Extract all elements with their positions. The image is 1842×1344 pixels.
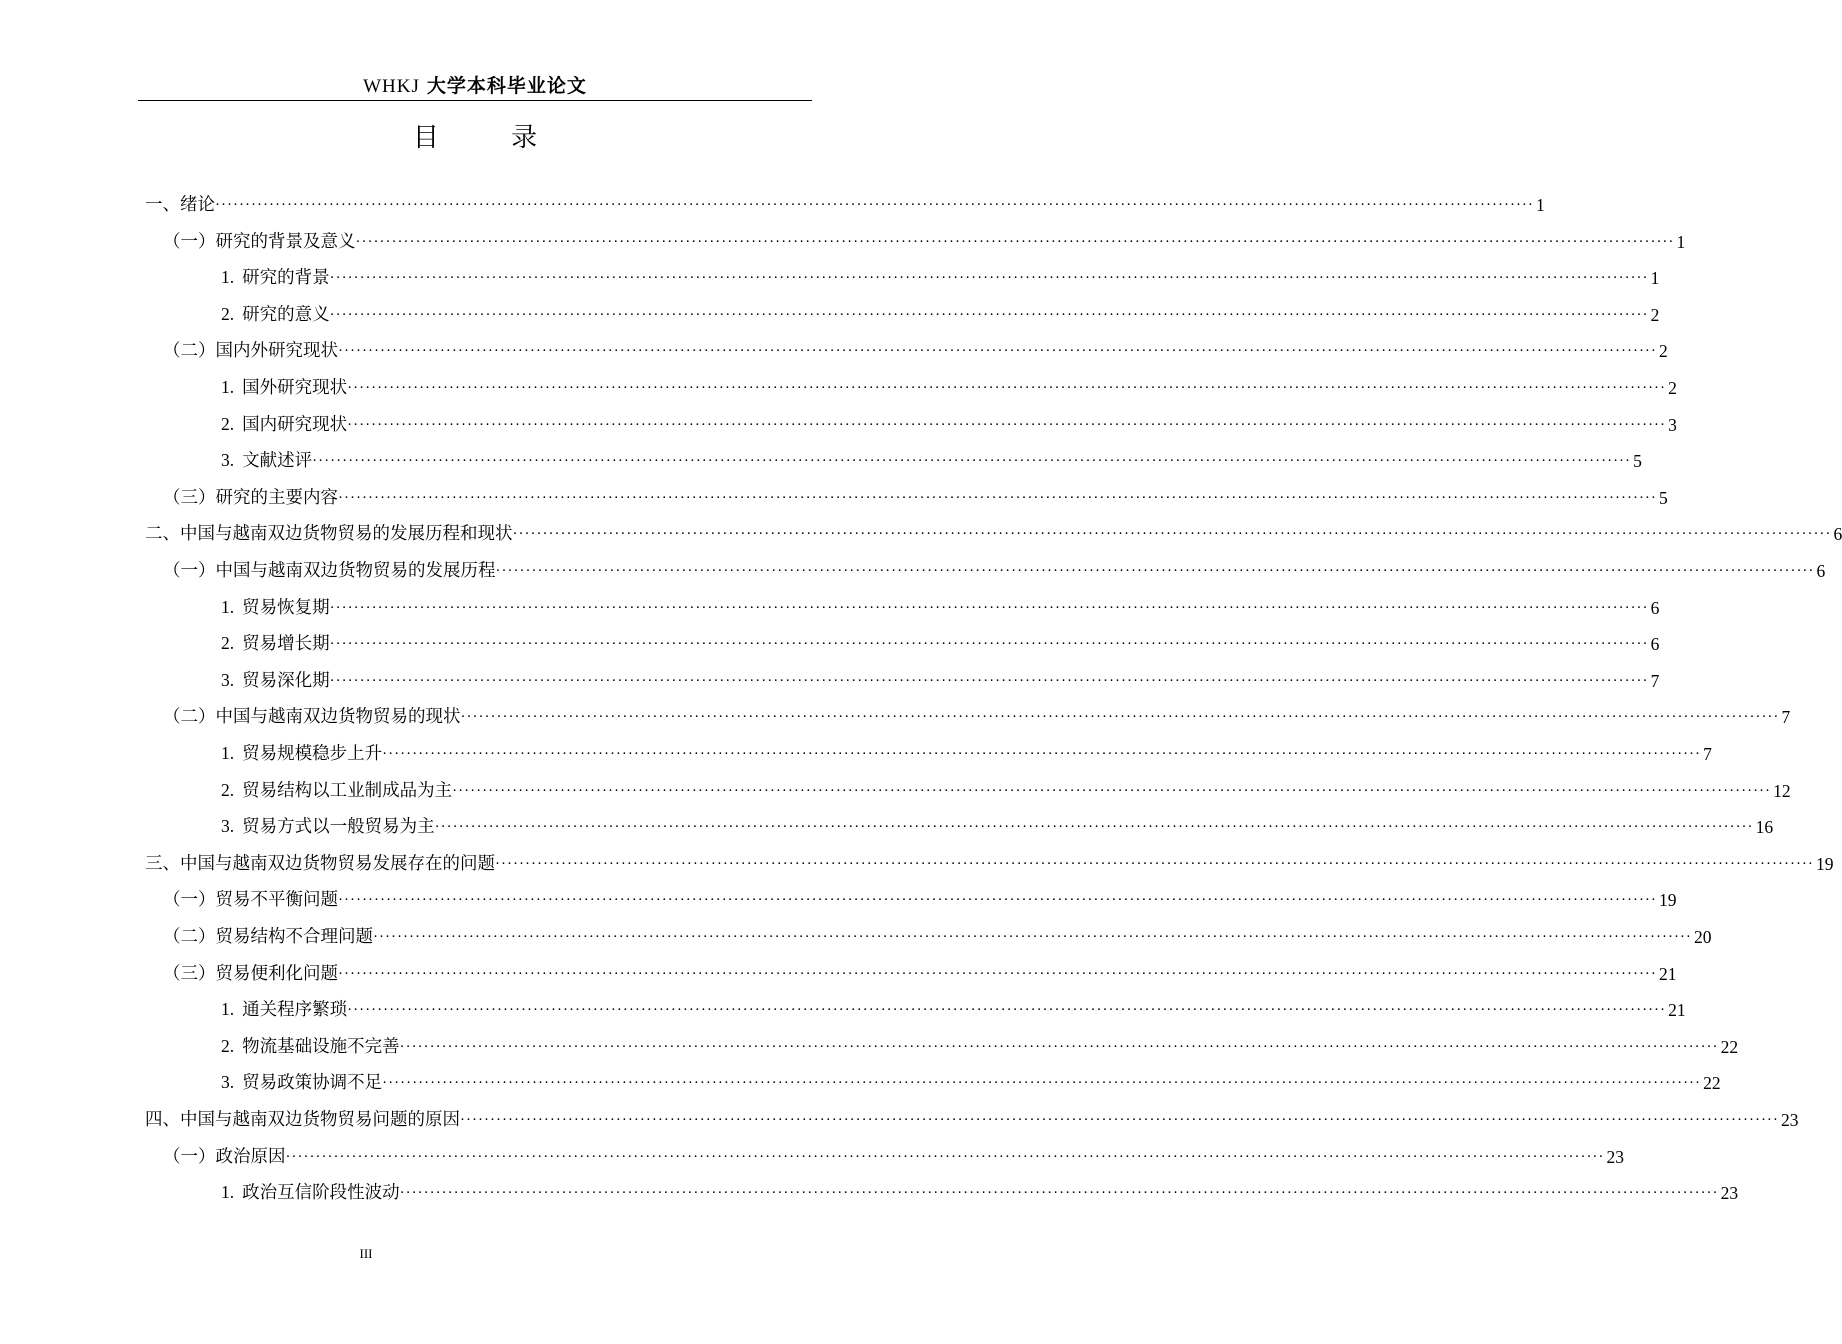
toc-entry-number: 3. (221, 816, 235, 837)
toc-entry-page: 1 (1650, 268, 1660, 289)
toc-entry-title (221, 1031, 400, 1062)
toc-entry[interactable] (163, 885, 1677, 915)
toc-entry-number: 1. (221, 596, 235, 617)
toc-dot-leader: ···························································································································································································································· (460, 709, 1780, 726)
toc-dot-leader: ···························································································································································································································· (347, 1002, 1667, 1019)
toc-entry[interactable] (221, 300, 1660, 330)
toc-entry-label: （三）贸易便利化问题 (163, 963, 338, 984)
toc-entry-title (145, 519, 513, 549)
toc-dot-leader: ···························································································································································································································· (382, 1075, 1702, 1092)
toc-dot-leader: ···························································································································································································································· (285, 1148, 1605, 1165)
toc-entry[interactable] (221, 995, 1686, 1025)
toc-entry-page: 6 (1650, 597, 1660, 618)
toc-dot-leader: ···························································································································································································································· (495, 855, 1814, 872)
toc-dot-leader: ···························································································································································································································· (452, 782, 1772, 799)
toc-entry-number: 3. (221, 450, 235, 471)
toc-entry-label: 贸易规模稳步上升 (242, 744, 383, 764)
toc-entry-label: 研究的意义 (242, 304, 330, 325)
toc-entry-page: 6 (1816, 561, 1826, 581)
toc-entry-page: 21 (1658, 963, 1677, 984)
toc-entry-label: （二）中国与越南双边货物贸易的现状 (163, 707, 461, 728)
toc-entry-title (221, 592, 330, 623)
toc-dot-leader: ···························································································································································································································· (312, 453, 1632, 470)
toc-entry-page: 7 (1703, 744, 1712, 764)
toc-dot-leader: ···························································································································································································································· (338, 965, 1657, 982)
header-school-latin: WHKJ (363, 76, 420, 97)
toc-entry-label: 贸易恢复期 (242, 597, 330, 618)
toc-dot-leader: ···························································································································································································································· (329, 306, 1649, 323)
toc-entry[interactable] (163, 922, 1712, 952)
toc-entry-number: 2. (221, 1035, 235, 1056)
toc-entry-title (221, 1067, 382, 1098)
toc-entry-title (221, 628, 330, 659)
toc-entry-title (163, 1142, 286, 1172)
toc-entry-page: 6 (1833, 524, 1842, 545)
toc-entry[interactable] (163, 702, 1791, 732)
toc-dot-leader: ···························································································································································································································· (329, 636, 1649, 653)
toc-entry[interactable] (221, 629, 1660, 659)
toc-entry-label: 文献述评 (242, 451, 313, 472)
toc-entry-page: 23 (1720, 1183, 1739, 1204)
toc-entry-title (163, 483, 338, 513)
toc-entry-title (145, 849, 495, 879)
toc-entry-page: 21 (1668, 1000, 1686, 1021)
toc-entry-title (145, 1105, 460, 1135)
toc-entry[interactable] (163, 959, 1677, 989)
toc-entry-page: 7 (1781, 707, 1791, 728)
toc-entry-page: 12 (1773, 780, 1791, 801)
toc-entry-title (163, 922, 373, 952)
toc-entry-page: 3 (1668, 414, 1677, 435)
toc-entry-title (163, 702, 461, 732)
toc-dot-leader: ···························································································································································································································· (512, 526, 1832, 543)
toc-dot-leader: ···························································································································································································································· (355, 233, 1675, 250)
toc-entry[interactable] (145, 190, 1545, 220)
toc-entry-number: 2. (221, 633, 235, 654)
toc-entry-label: 贸易结构以工业制成品为主 (242, 780, 453, 801)
toc-entry[interactable] (163, 483, 1668, 513)
toc-entry[interactable] (221, 666, 1660, 696)
toc-entry-title (221, 994, 347, 1025)
toc-entry-page: 23 (1780, 1110, 1799, 1130)
toc-entry[interactable] (145, 849, 1834, 879)
toc-dot-leader: ···························································································································································································································· (338, 343, 1657, 360)
toc-entry-number: 2. (221, 303, 235, 324)
page-header (138, 72, 812, 101)
page-number: III (359, 1246, 373, 1261)
toc-entry-title (163, 227, 356, 257)
toc-dot-leader: ···························································································································································································································· (373, 929, 1692, 945)
toc-entry-label: 贸易增长期 (242, 634, 330, 655)
toc-entry-page: 2 (1668, 378, 1677, 398)
toc-entry-title (221, 1177, 400, 1208)
toc-dot-leader: ···························································································································································································································· (382, 746, 1702, 762)
toc-entry-label: （三）研究的主要内容 (163, 487, 338, 508)
toc-entry-page: 7 (1650, 670, 1660, 691)
toc-entry-title (221, 409, 347, 440)
toc-entry-label: 二、中国与越南双边货物贸易的发展历程和现状 (145, 524, 513, 545)
toc-entry-title (221, 299, 330, 330)
toc-entry-page: 22 (1703, 1073, 1721, 1094)
toc-entry[interactable] (221, 1068, 1721, 1098)
toc-entry-title (221, 665, 330, 696)
toc-title: 目 录 (412, 123, 570, 153)
toc-entry-title (221, 372, 347, 403)
toc-entry-title (221, 775, 452, 806)
toc-entry[interactable] (163, 1142, 1624, 1172)
toc-entry-label: 贸易方式以一般贸易为主 (242, 817, 435, 838)
toc-entry-page: 19 (1658, 890, 1677, 911)
toc-entry-label: 贸易深化期 (242, 670, 330, 691)
toc-entry[interactable] (221, 1032, 1739, 1062)
toc-dot-leader: ···························································································································································································································· (434, 819, 1754, 836)
toc-entry-label: （二）国内外研究现状 (163, 341, 338, 362)
toc-entry-label: 政治互信阶段性波动 (242, 1183, 400, 1204)
toc-entry-page: 20 (1693, 927, 1712, 947)
toc-entry-label: （一）贸易不平衡问题 (163, 890, 338, 911)
toc-entry-label: 通关程序繁琐 (242, 1000, 348, 1021)
toc-dot-leader: ···························································································································································································································· (347, 380, 1667, 396)
toc-entry-page: 16 (1755, 817, 1774, 838)
toc-entry-page: 19 (1815, 853, 1834, 874)
toc-entry-title (163, 336, 338, 366)
toc-entry[interactable] (221, 373, 1677, 403)
toc-entry-page: 22 (1720, 1036, 1739, 1057)
toc-entry-page: 23 (1606, 1146, 1624, 1167)
toc-entry[interactable] (221, 410, 1677, 440)
toc-entry-title (145, 190, 215, 220)
toc-entry[interactable] (221, 263, 1660, 293)
toc-entry[interactable] (221, 776, 1791, 806)
toc-dot-leader: ···························································································································································································································· (329, 599, 1649, 616)
toc-entry-number: 2. (221, 779, 235, 800)
toc-entry-label: 国内研究现状 (242, 414, 348, 435)
toc-entry-page: 6 (1650, 634, 1660, 655)
toc-entry-number: 1. (221, 377, 235, 397)
toc-entry-page: 2 (1650, 304, 1660, 325)
toc-dot-leader: ···························································································································································································································· (347, 416, 1667, 433)
toc-entry[interactable] (145, 1105, 1799, 1135)
toc-entry-label: 物流基础设施不完善 (242, 1036, 400, 1057)
header-school-cjk: 大学本科毕业论文 (426, 75, 587, 97)
toc-entry-page: 2 (1658, 341, 1668, 362)
toc-dot-leader: ···························································································································································································································· (495, 563, 1815, 579)
toc-entry-page: 1 (1676, 231, 1686, 252)
toc-entry[interactable] (163, 556, 1826, 586)
toc-entry-title (221, 262, 330, 293)
toc-entry-number: 2. (221, 413, 235, 434)
toc-entry[interactable] (163, 227, 1686, 257)
toc-entry-title (221, 811, 435, 842)
toc-entry-label: 一、绪论 (145, 195, 215, 215)
toc-dot-leader: ···························································································································································································································· (329, 672, 1649, 689)
toc-entry-number: 1. (221, 1182, 235, 1203)
toc-entry-number: 1. (221, 743, 235, 763)
toc-entry-page: 1 (1535, 195, 1545, 215)
toc-entry-label: （二）贸易结构不合理问题 (163, 927, 373, 947)
toc-dot-leader: ···························································································································································································································· (399, 1185, 1719, 1202)
toc-entry[interactable] (221, 812, 1774, 842)
toc-entry-label: 贸易政策协调不足 (242, 1073, 383, 1094)
toc-dot-leader: ···························································································································································································································· (329, 270, 1649, 287)
toc-entry[interactable] (163, 336, 1668, 366)
toc-entry-label: 研究的背景 (242, 268, 330, 289)
toc-entry-title (221, 445, 312, 476)
toc-entry-title (163, 959, 338, 989)
toc-dot-leader: ···························································································································································································································· (399, 1038, 1719, 1055)
toc-entry-label: （一）研究的背景及意义 (163, 231, 356, 252)
toc-entry-page: 5 (1658, 487, 1668, 508)
toc-entry-title (221, 738, 382, 769)
toc-entry-page: 5 (1633, 451, 1642, 472)
toc-entry-title (163, 556, 496, 586)
toc-dot-leader: ···························································································································································································································· (215, 197, 1534, 213)
toc-entry[interactable] (221, 739, 1712, 769)
toc-entry-label: 三、中国与越南双边货物贸易发展存在的问题 (145, 853, 495, 874)
toc-entry-label: （一）政治原因 (163, 1146, 286, 1167)
toc-entry-title (163, 885, 338, 915)
toc-entry-number: 1. (221, 267, 235, 288)
toc-entry-number: 3. (221, 1072, 235, 1093)
toc-entry-label: （一）中国与越南双边货物贸易的发展历程 (163, 561, 496, 581)
toc-entry-label: 四、中国与越南双边货物贸易问题的原因 (145, 1110, 460, 1130)
toc-dot-leader: ···························································································································································································································· (460, 1112, 1779, 1128)
toc-dot-leader: ···························································································································································································································· (338, 892, 1657, 909)
toc-entry-number: 3. (221, 669, 235, 690)
toc-entry[interactable] (145, 519, 1842, 549)
toc-entry-label: 国外研究现状 (242, 378, 348, 398)
toc-entry[interactable] (221, 446, 1642, 476)
toc-entry[interactable] (221, 593, 1660, 623)
toc-dot-leader: ···························································································································································································································· (338, 489, 1657, 506)
toc-entry-number: 1. (221, 999, 235, 1020)
toc-entry[interactable] (221, 1178, 1739, 1208)
